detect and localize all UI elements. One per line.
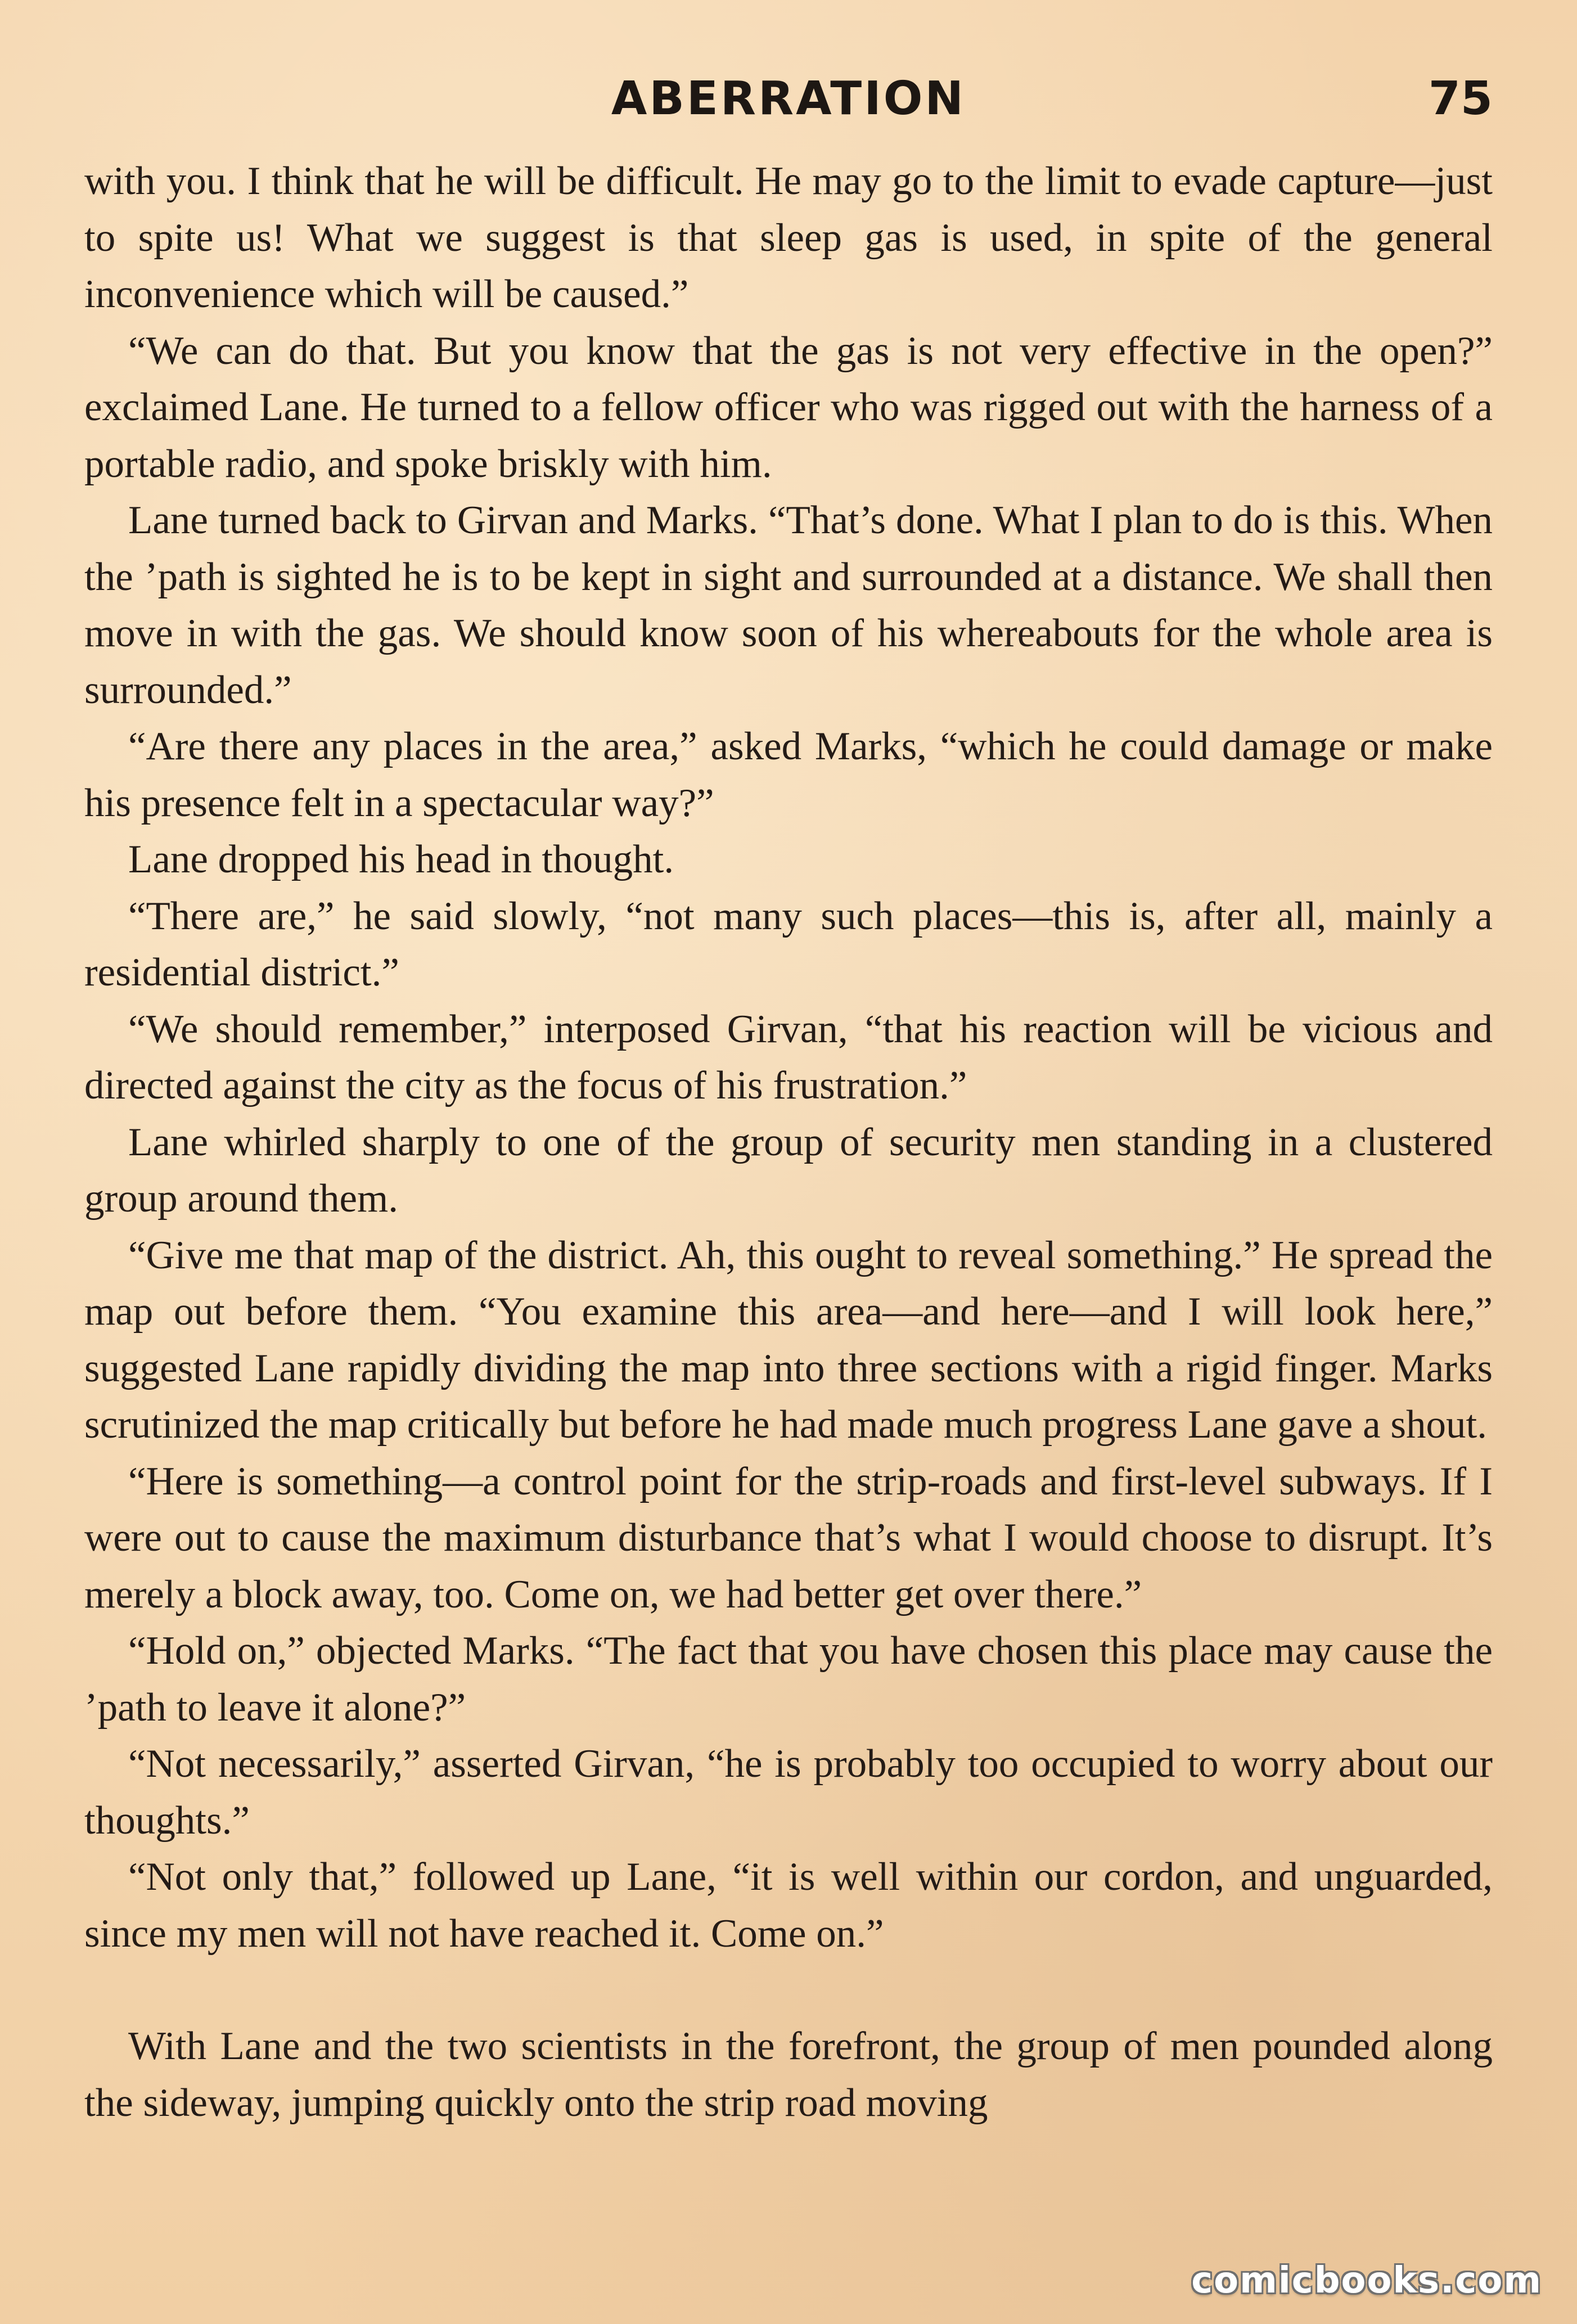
paragraph: “Give me that map of the district. Ah, this ought to reveal something.” He spread the map out before them. “You examine this area—and here—and I will look here,” suggested Lane rapidly dividing the map into three sections with a rigid finger. Marks scrutinized the map critically but before he had made much progress Lane gave a shout.	[84, 1233, 1493, 1447]
paragraph: “There are,” he said slowly, “not many such places—this is, after all, mainly a residential district.”	[84, 894, 1493, 994]
body-text	[84, 153, 1493, 2131]
paragraph: “Are there any places in the area,” asked Marks, “which he could damage or make his presence felt in a spectacular way?”	[84, 724, 1493, 825]
paragraph: Lane turned back to Girvan and Marks. “That’s done. What I plan to do is this. When the ’path is sighted he is to be kept in sight and surrounded at a distance. We shall then move in with the gas. We should know soon of his whereabouts for the whole area is surrounded.”	[84, 498, 1493, 712]
paragraph: Lane dropped his head in thought.	[128, 837, 674, 881]
paragraph: “Hold on,” objected Marks. “The fact that you have chosen this place may cause the ’path to leave it alone?”	[84, 1629, 1493, 1730]
running-title: ABERRATION	[611, 72, 966, 125]
paragraph: With Lane and the two scientists in the forefront, the group of men pounded along the sideway, jumping quickly onto the strip road moving	[84, 2024, 1493, 2125]
paragraph: Lane whirled sharply to one of the group of security men standing in a clustered group around them.	[84, 1120, 1493, 1220]
paragraph: “Here is something—a control point for the strip-roads and first-level subways. If I were out to cause the maximum disturbance that’s what I would choose to disrupt. It’s merely a block away, too. Come on, we had better get over there.”	[84, 1459, 1493, 1616]
paragraph: “Not necessarily,” asserted Girvan, “he is probably too occupied to worry about our thoughts.”	[84, 1742, 1493, 1843]
paragraph: “We can do that. But you know that the gas is not very effective in the open?” exclaimed Lane. He turned to a fellow officer who was rigged out with the harness of a portable radio, and spoke briskly with him.	[84, 328, 1493, 486]
paragraph: “We should remember,” interposed Girvan, “that his reaction will be vicious and directed against the city as the focus of his frustration.”	[84, 1007, 1493, 1107]
page-header	[84, 72, 1493, 134]
page-number: 75	[1428, 72, 1493, 125]
paragraph: with you. I think that he will be difficult. He may go to the limit to evade capture—just to spite us! What we suggest is that sleep gas is used, in spite of the general inconvenience which will be caused.”	[84, 159, 1493, 316]
paragraph: “Not only that,” followed up Lane, “it is well within our cordon, and unguarded, since my men will not have reached it. Come on.”	[84, 1855, 1493, 1956]
watermark: comicbooks.com	[1191, 2260, 1542, 2302]
